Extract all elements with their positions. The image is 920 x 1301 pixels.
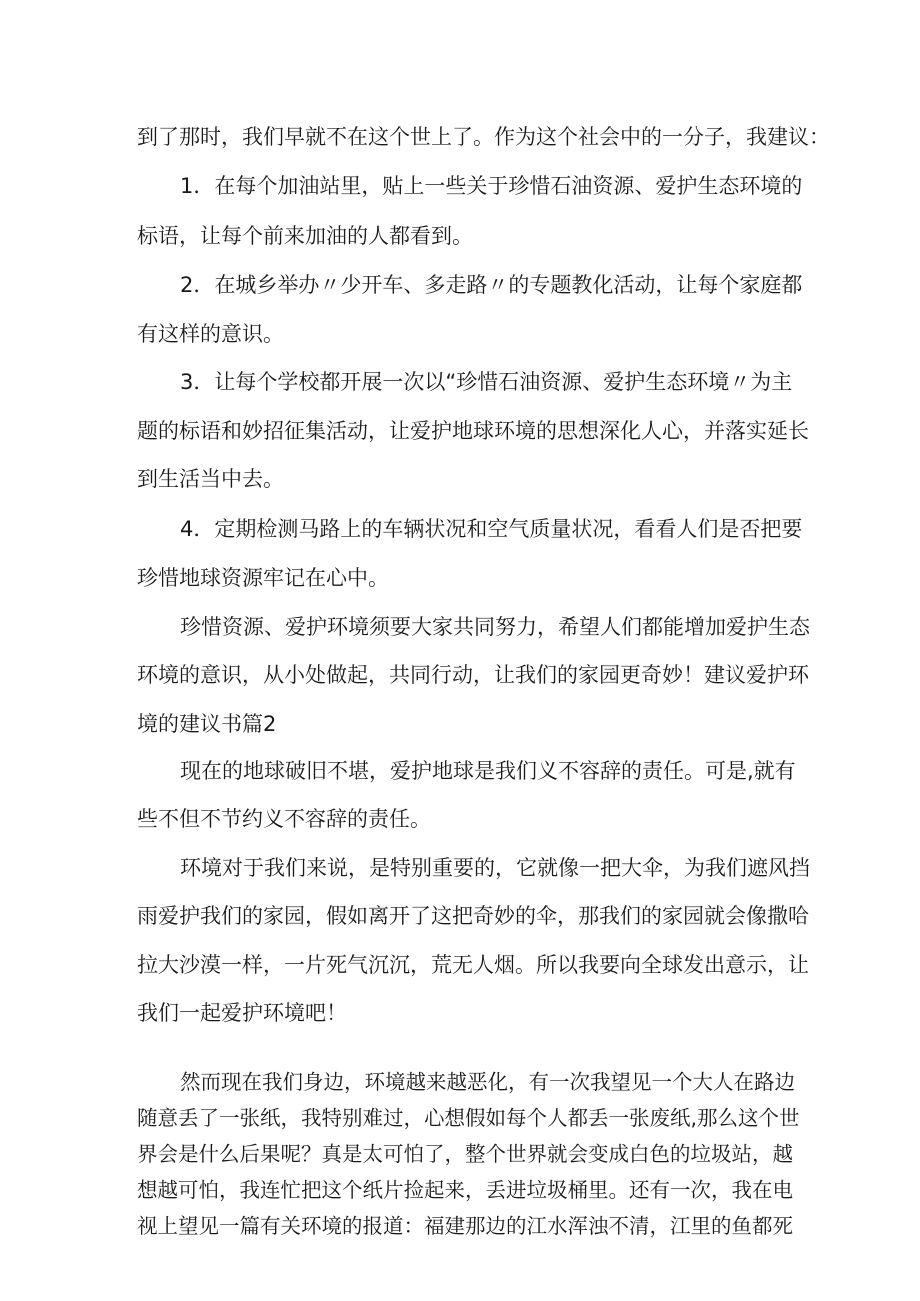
text-line: 标语，让每个前来加油的人都看到。: [137, 224, 473, 248]
text-line: 视上望见一篇有关环境的报道：福建那边的江水浑浊不清，江里的鱼都死: [137, 1214, 793, 1238]
text-line: 想越可怕，我连忙把这个纸片捡起来，丢进垃圾桶里。还有一次，我在电: [137, 1178, 793, 1202]
text-line: 环境对于我们来说，是特别重要的，它就像一把大伞，为我们遮风挡: [180, 856, 810, 880]
text-line: 界会是什么后果呢？真是太可怕了，整个世界就会变成白色的垃圾站，越: [137, 1142, 793, 1166]
text-line: 珍惜地球资源牢记在心中。: [137, 566, 389, 590]
text-line: 3．让每个学校都开展一次以“珍惜石油资源、爱护生态环境〃为主: [180, 370, 793, 394]
text-line: 我们一起爱护环境吧！: [137, 1001, 347, 1025]
text-line: 2．在城乡举办〃少开车、多走路〃的专题教化活动，让每个家庭都: [180, 273, 803, 297]
text-line: 境的建议书篇2: [137, 712, 277, 736]
text-line: 然而现在我们身边，环境越来越恶化，有一次我望见一个大人在路边: [180, 1070, 795, 1094]
text-line: 题的标语和妙招征集活动，让爱护地球环境的思想深化人心，并落实延长: [137, 419, 809, 443]
text-line: 随意丢了一张纸，我特别难过，心想假如每个人都丢一张废纸,那么这个世: [137, 1106, 800, 1130]
text-line: 有这样的意识。: [137, 322, 284, 346]
text-line: 珍惜资源、爱护环境须要大家共同努力，希望人们都能增加爱护生态: [180, 615, 810, 639]
text-line: 1．在每个加油站里，贴上一些关于珍惜石油资源、爱护生态环境的: [180, 174, 803, 198]
text-line: 环境的意识，从小处做起，共同行动，让我们的家园更奇妙！建议爱护环: [137, 663, 809, 687]
text-line: 雨爱护我们的家园，假如离开了这把奇妙的伞，那我们的家园就会像撒哈: [137, 904, 809, 928]
text-line: 现在的地球破旧不堪，爱护地球是我们义不容辞的责任。可是,就有: [180, 759, 796, 783]
text-line: 些不但不节约义不容辞的责任。: [137, 807, 431, 831]
text-line: 到了那时，我们早就不在这个世上了。作为这个社会中的一分子，我建议：: [137, 125, 830, 149]
text-line: 拉大沙漠一样，一片死气沉沉，荒无人烟。所以我要向全球发出意示，让: [137, 953, 809, 977]
text-line: 4．定期检测马路上的车辆状况和空气质量状况，看看人们是否把要: [180, 517, 803, 541]
text-line: 到生活当中去。: [137, 467, 284, 491]
